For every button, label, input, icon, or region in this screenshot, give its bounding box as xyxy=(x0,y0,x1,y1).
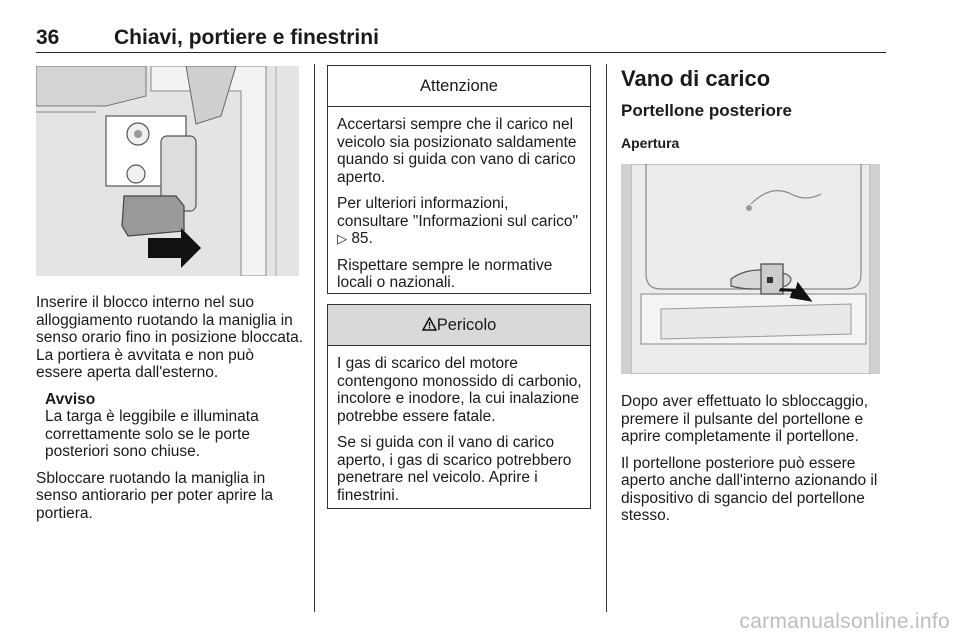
note-block xyxy=(45,391,304,461)
tailgate-illustration xyxy=(621,164,880,374)
column-divider-right xyxy=(606,64,607,612)
danger-box xyxy=(327,304,591,509)
watermark: carmanualsonline.info xyxy=(739,610,950,633)
page-number: 36 xyxy=(36,26,60,49)
attention-title: Attenzione xyxy=(328,66,590,107)
danger-text-2: Se si guida con il vano di carico aperto, i gas di scarico potrebbero penetrare nel veicolo. Aprire i finestrini. xyxy=(337,434,572,504)
section-title: Vano di carico xyxy=(621,66,771,91)
warning-triangle-icon xyxy=(422,317,437,331)
attention-xref-text: Per ulteriori informazioni, consultare "Informazioni sul carico" xyxy=(337,195,579,230)
right-column-headings xyxy=(621,66,889,152)
xref-arrow-icon: ▷ xyxy=(337,231,347,246)
danger-header xyxy=(328,305,590,346)
danger-body xyxy=(328,346,590,519)
attention-body xyxy=(328,107,590,307)
minor-title: Apertura xyxy=(621,135,680,151)
column-divider-left xyxy=(314,64,315,612)
danger-title: Pericolo xyxy=(436,316,497,334)
door-lock-illustration xyxy=(36,66,299,276)
attention-box xyxy=(327,65,591,294)
danger-text-1: I gas di scarico del motore contengono monossido di carbonio, incolore e inodore, la cui inalazione potrebbe essere fatale. xyxy=(337,355,582,425)
left-column-text xyxy=(36,294,304,531)
note-text: La targa è leggibile e illuminata correttamente solo se le porte posteriori sono chiuse. xyxy=(45,408,259,460)
right-column-text xyxy=(621,393,889,534)
unlock-instruction-text: Sbloccare ruotando la maniglia in senso antiorario per poter aprire la portiera. xyxy=(36,469,273,522)
page-header xyxy=(36,26,886,53)
note-title: Avviso xyxy=(45,390,96,408)
attention-text-1: Accertarsi sempre che il carico nel veicolo sia posizionato saldamente quando si guida con vano di carico aperto. xyxy=(337,116,577,186)
subsection-title: Portellone posteriore xyxy=(621,101,792,120)
attention-text-3: Rispettare sempre le normative locali o nazionali. xyxy=(337,256,553,291)
chapter-title: Chiavi, portiere e finestrini xyxy=(114,26,379,49)
tailgate-opening-text: Dopo aver effettuato lo sbloccaggio, premere il pulsante del portellone e aprire completamente il portellone. xyxy=(621,393,869,445)
tailgate-interior-release-text: Il portellone posteriore può essere aperto anche dall'interno azionando il dispositivo di sgancio del portellone stesso. xyxy=(621,454,878,524)
attention-xref-page[interactable]: 85. xyxy=(351,230,373,247)
lock-instruction-text: Inserire il blocco interno nel suo alloggiamento ruotando la maniglia in senso orario fino in posizione bloccata. La portiera è avvitata e non può essere aperta dall'esterno. xyxy=(36,294,304,381)
attention-text-2 xyxy=(337,195,582,248)
